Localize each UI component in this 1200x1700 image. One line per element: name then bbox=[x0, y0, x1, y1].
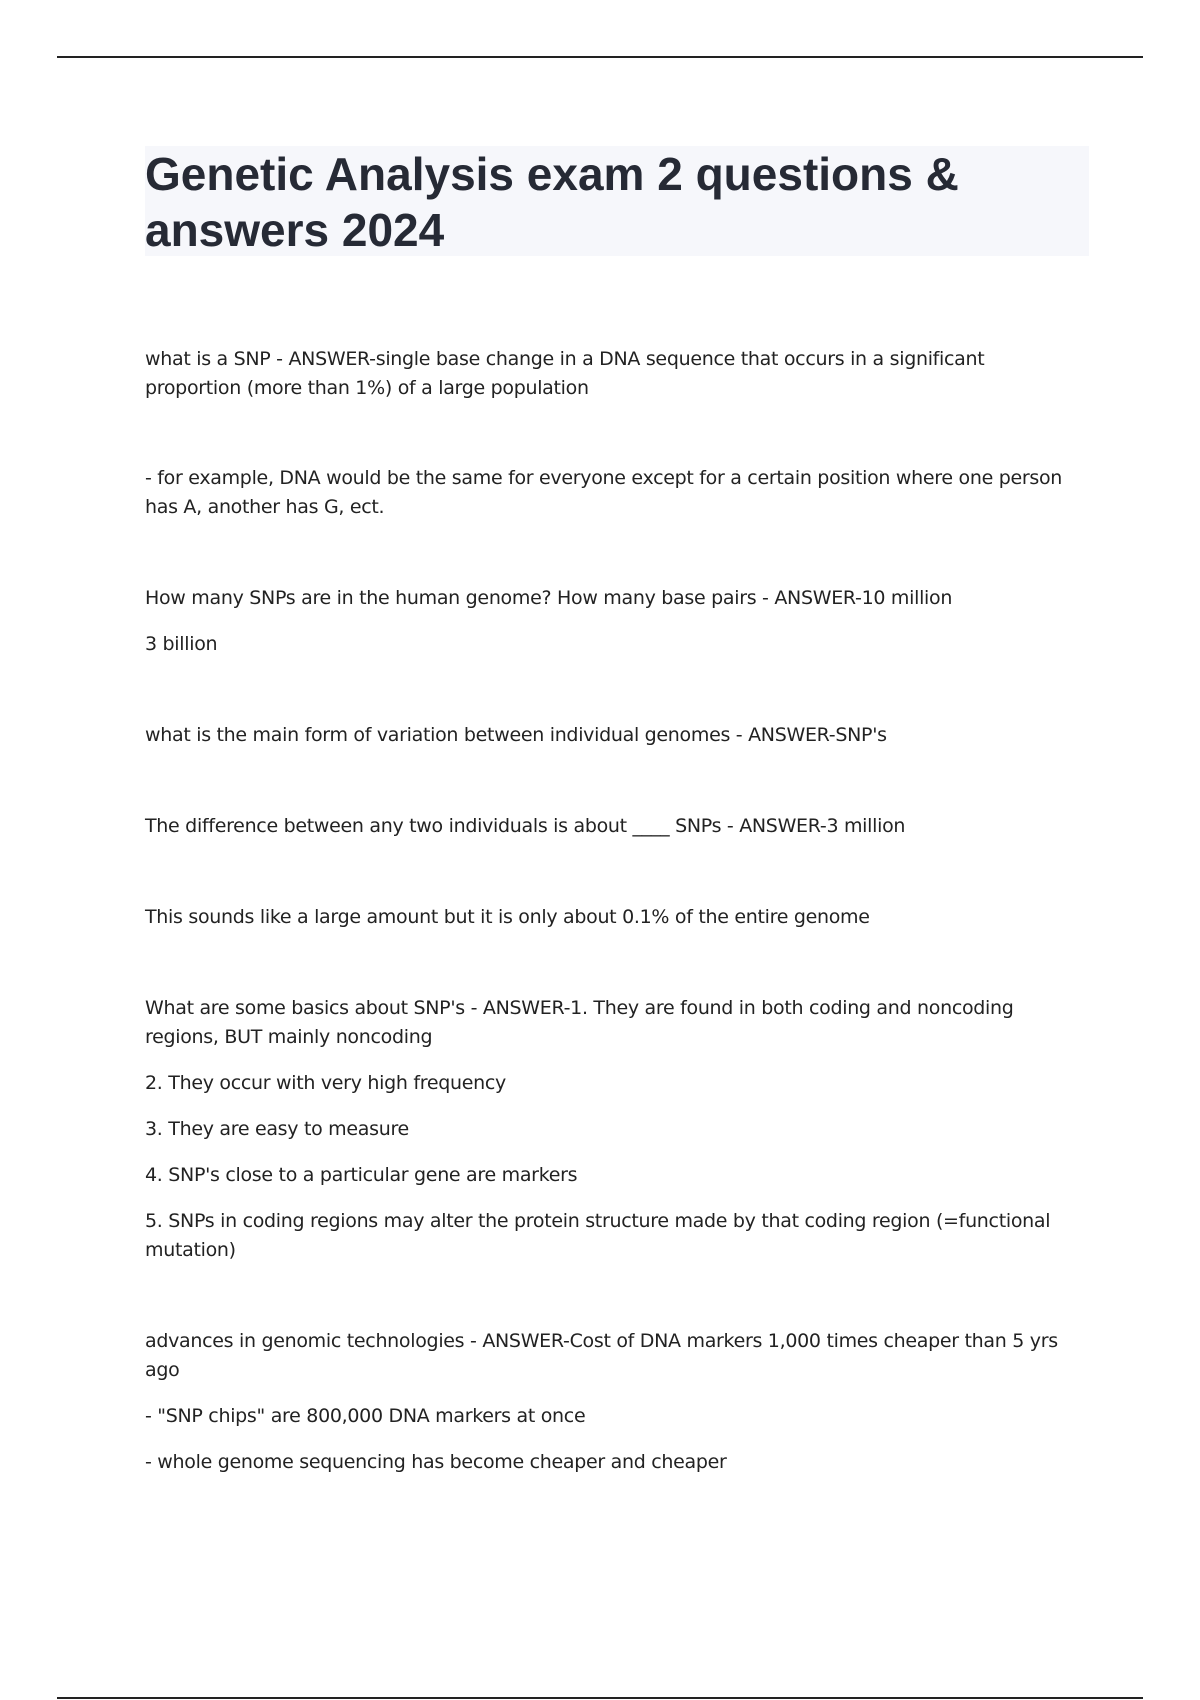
paragraph: - whole genome sequencing has become cheaper and cheaper bbox=[145, 1451, 727, 1473]
paragraph: 2. They occur with very high frequency bbox=[145, 1072, 506, 1094]
paragraph: advances in genomic technologies - ANSWER-Cost of DNA markers 1,000 times cheaper than 5 yrs ago bbox=[145, 1330, 1058, 1381]
paragraph: What are some basics about SNP's - ANSWER-1. They are found in both coding and noncoding regions, BUT mainly noncoding bbox=[145, 997, 1014, 1048]
paragraph: what is the main form of variation between individual genomes - ANSWER-SNP's bbox=[145, 724, 887, 746]
footer-rule bbox=[57, 1697, 1143, 1699]
paragraph: The difference between any two individuals is about ____ SNPs - ANSWER-3 million bbox=[145, 815, 906, 837]
paragraph: How many SNPs are in the human genome? How many base pairs - ANSWER-10 million bbox=[145, 587, 953, 609]
paragraph: 3 billion bbox=[145, 633, 218, 655]
document-body bbox=[145, 345, 1075, 1477]
paragraph: 5. SNPs in coding regions may alter the protein structure made by that coding region (=functional mutation) bbox=[145, 1210, 1051, 1261]
paragraph: what is a SNP - ANSWER-single base change in a DNA sequence that occurs in a significant proportion (more than 1%) of a large population bbox=[145, 348, 985, 399]
paragraph: 3. They are easy to measure bbox=[145, 1118, 409, 1140]
paragraph: This sounds like a large amount but it is only about 0.1% of the entire genome bbox=[145, 906, 870, 928]
document-title: Genetic Analysis exam 2 questions & answers 2024 bbox=[145, 148, 959, 256]
paragraph: - "SNP chips" are 800,000 DNA markers at once bbox=[145, 1405, 586, 1427]
paragraph: - for example, DNA would be the same for everyone except for a certain position where one person has A, another has G, ect. bbox=[145, 467, 1063, 518]
header-rule bbox=[57, 56, 1143, 58]
paragraph: 4. SNP's close to a particular gene are markers bbox=[145, 1164, 578, 1186]
